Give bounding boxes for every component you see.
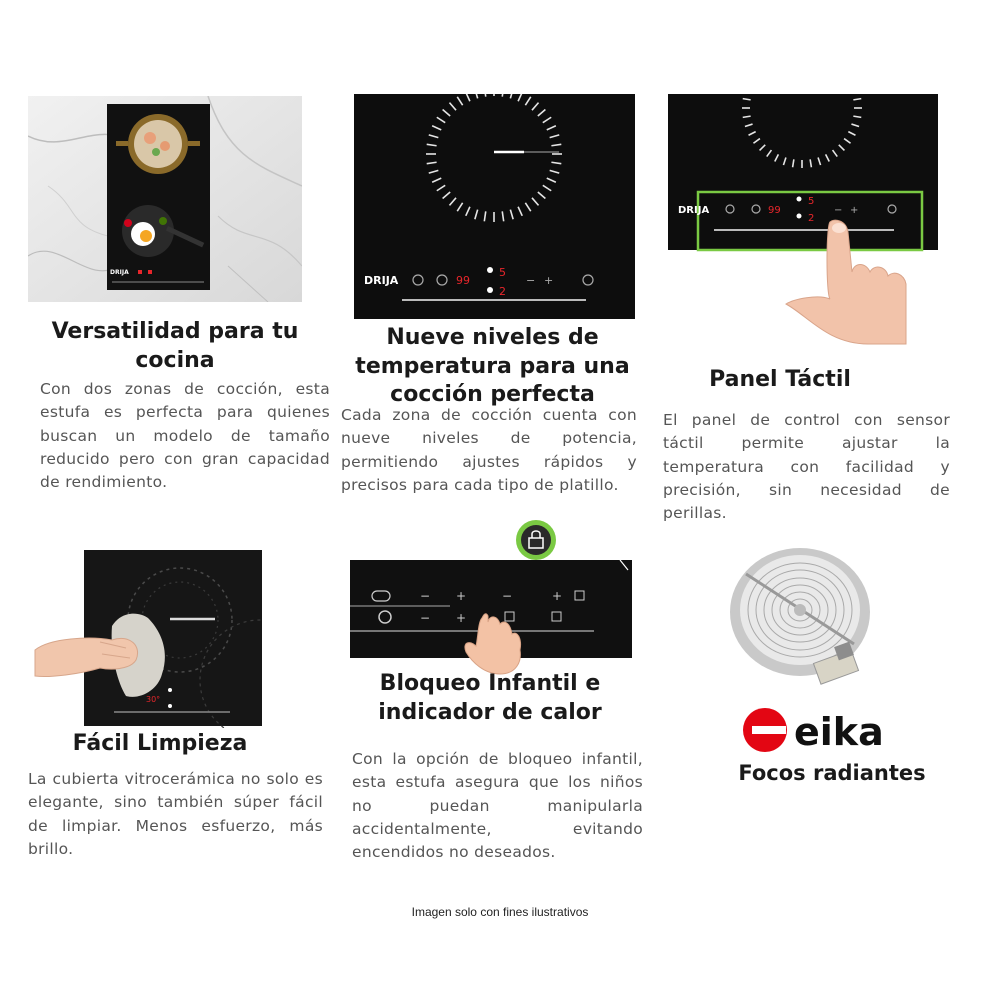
- svg-text:DRIJA: DRIJA: [110, 269, 129, 276]
- feature-text-touch-panel: El panel de control con sensor táctil permite ajustar la temperatura con facilidad y precisión, sin necesidad de perillas.: [663, 411, 950, 522]
- svg-text:30°: 30°: [146, 695, 161, 704]
- eika-logo: [742, 705, 902, 755]
- child-lock-image: [350, 518, 634, 676]
- svg-text:+: +: [552, 589, 563, 603]
- radiant-element-image: [726, 544, 878, 690]
- zone1-level: 5: [499, 266, 506, 279]
- svg-text:−: −: [420, 611, 431, 625]
- eika-wordmark: eika: [794, 710, 884, 754]
- svg-text:−: −: [420, 589, 431, 603]
- feature-text-versatility: Con dos zonas de cocción, esta estufa es perfecta para quienes buscan un modelo de tamaño reducido pero con gran capacidad de rendimiento.: [40, 380, 330, 491]
- feature-title-levels: Nueve niveles de temperatura para una cocción perfecta: [355, 325, 630, 408]
- svg-text:−: −: [526, 274, 536, 287]
- svg-text:5: 5: [808, 196, 815, 207]
- touch-panel-image: [668, 94, 940, 349]
- cleaning-image: [30, 550, 262, 728]
- feature-text-child-lock: Con la opción de bloqueo infantil, esta estufa asegura que los niños no puedan manipularla accidentalmente, evitando encendidos no deseados.: [352, 750, 643, 861]
- svg-text:−: −: [834, 205, 843, 216]
- feature-title-radiant: Focos radiantes: [738, 761, 926, 785]
- zone2-level: 2: [499, 285, 506, 298]
- feature-title-child-lock: Bloqueo Infantil e indicador de calor: [378, 671, 602, 725]
- svg-text:DRIJA: DRIJA: [678, 205, 710, 216]
- feature-text-levels: Cada zona de cocción cuenta con nueve niveles de potencia, permitiendo ajustes rápidos y precisos para cada tipo de platillo.: [341, 406, 637, 494]
- feature-title-versatility: Versatilidad para tu cocina: [51, 319, 299, 373]
- brand-logo: DRIJA: [364, 274, 399, 287]
- illustrative-footnote: Imagen solo con fines ilustrativos: [411, 905, 589, 919]
- cooktop-levels-image: [354, 94, 635, 319]
- cooktop-marble-image: [28, 96, 302, 302]
- timer-display: 99: [456, 274, 470, 287]
- svg-text:+: +: [456, 589, 467, 603]
- svg-text:+: +: [850, 205, 859, 216]
- svg-text:−: −: [502, 589, 513, 603]
- feature-title-touch-panel: Panel Táctil: [709, 367, 851, 392]
- svg-text:+: +: [456, 611, 467, 625]
- svg-text:99: 99: [768, 205, 781, 216]
- feature-title-cleaning: Fácil Limpieza: [72, 731, 248, 756]
- svg-text:2: 2: [808, 213, 815, 224]
- feature-text-cleaning: La cubierta vitrocerámica no solo es elegante, sino también súper fácil de limpiar. Menos esfuerzo, más brillo.: [28, 770, 323, 858]
- svg-text:+: +: [544, 274, 554, 287]
